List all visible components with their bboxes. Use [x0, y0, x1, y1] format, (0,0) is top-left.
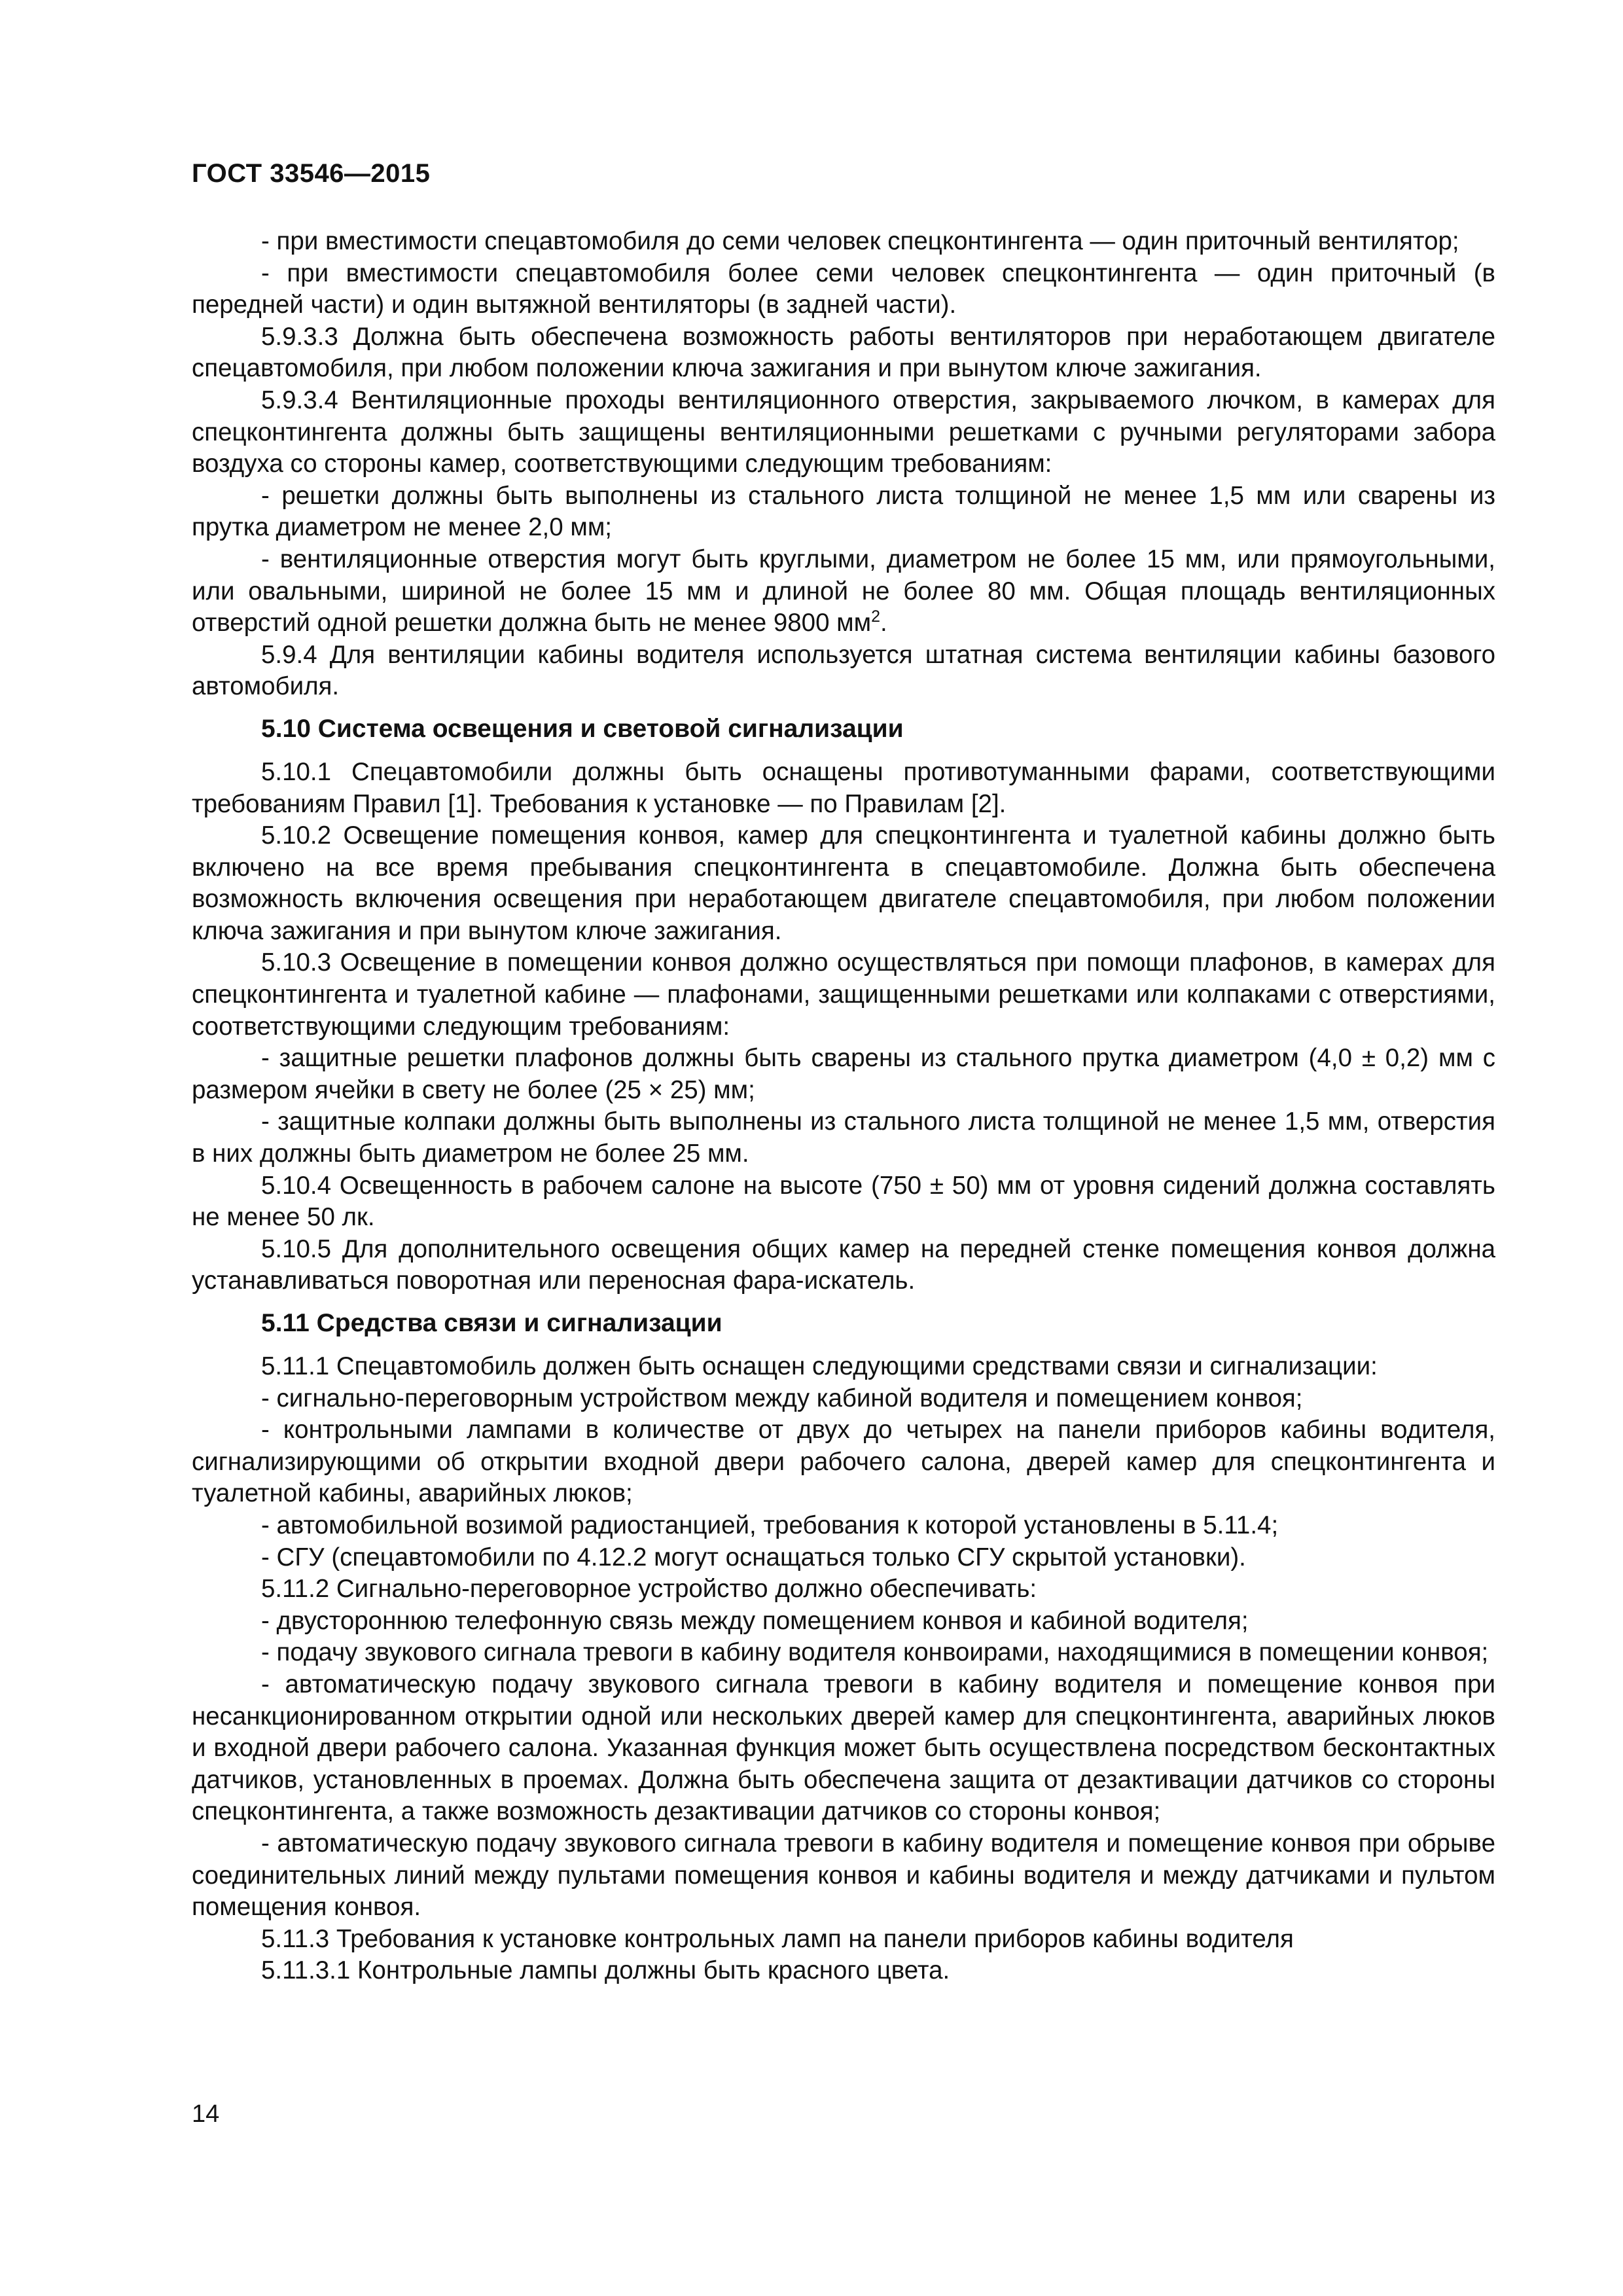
document-body	[192, 226, 1495, 1987]
paragraph-end: .	[880, 609, 887, 637]
paragraph: - автомобильной возимой радиостанцией, требования к которой установлены в 5.11.4;	[261, 1511, 1279, 1539]
paragraph: 5.10.3 Освещение в помещении конвоя должно осуществляться при помощи плафонов, в камерах для спецконтингента и туалетной кабине — плафонами, защищенными решетками или колпаками с отверстиями, соответствующими следующим требованиям:	[192, 948, 1495, 1041]
paragraph: 5.11.2 Сигнально-переговорное устройство должно обеспечивать:	[261, 1575, 1037, 1604]
paragraph: 5.9.4 Для вентиляции кабины водителя используется штатная система вентиляции кабины базового автомобиля.	[192, 640, 1495, 701]
paragraph: - контрольными лампами в количестве от двух до четырех на панели приборов кабины водителя, сигнализирующими об открытии входной двери рабочего салона, дверей камер для спецконтингента и туалетной кабины, аварийных люков;	[192, 1416, 1495, 1508]
paragraph: 5.10.1 Спецавтомобили должны быть оснащены противотуманными фарами, соответствующими требованиям Правил [1]. Требования к установке — по Правилам [2].	[192, 757, 1495, 818]
paragraph: 5.9.3.4 Вентиляционные проходы вентиляционного отверстия, закрываемого лючком, в камерах для спецконтингента должны быть защищены вентиляционными решетками с ручными регуляторами забора воздуха со стороны камер, соответствующими следующим требованиям:	[192, 386, 1495, 478]
paragraph: - при вместимости спецавтомобиля более семи человек спецконтингента — один приточный (в передней части) и один вытяжной вентиляторы (в задней части).	[192, 259, 1495, 319]
paragraph	[192, 544, 1495, 639]
paragraph: 5.10.2 Освещение помещения конвоя, камер для спецконтингента и туалетной кабины должно быть включено на все время пребывания спецконтингента в спецавтомобиле. Должна быть обеспечена возможность включения освещения при неработающем двигателе спецавтомобиля, при любом положении ключа зажигания и при вынутом ключе зажигания.	[192, 821, 1495, 945]
paragraph: 5.10.4 Освещенность в рабочем салоне на высоте (750 ± 50) мм от уровня сидений должна составлять не менее 50 лк.	[192, 1171, 1495, 1232]
paragraph: - сигнально-переговорным устройством между кабиной водителя и помещением конвоя;	[261, 1384, 1303, 1412]
paragraph: - при вместимости спецавтомобиля до семи человек спецконтингента — один приточный вентилятор;	[261, 227, 1459, 255]
superscript: 2	[871, 607, 881, 626]
section-heading: 5.10 Система освещения и световой сигнализации	[261, 714, 904, 743]
paragraph: - решетки должны быть выполнены из стального листа толщиной не менее 1,5 мм или сварены из прутка диаметром не менее 2,0 мм;	[192, 481, 1495, 542]
section-heading: 5.11 Средства связи и сигнализации	[261, 1309, 722, 1337]
paragraph: - защитные решетки плафонов должны быть сварены из стального прутка диаметром (4,0 ± 0,2) мм с размером ячейки в свету не более (25 × 25) мм;	[192, 1044, 1495, 1104]
paragraph: - автоматическую подачу звукового сигнала тревоги в кабину водителя и помещение конвоя при несанкционированном открытии одной или нескольких дверей камер для спецконтингента, аварийных люков и входной двери рабочего салона. Указанная функция может быть осуществлена посредством бесконтактных датчиков, установленных в проемах. Должна быть обеспечена защита от дезактивации датчиков со стороны спецконтингента, а также возможность дезактивации датчиков со стороны конвоя;	[192, 1670, 1495, 1826]
paragraph: - защитные колпаки должны быть выполнены из стального листа толщиной не менее 1,5 мм, отверстия в них должны быть диаметром не более 25 мм.	[192, 1107, 1495, 1168]
paragraph: - автоматическую подачу звукового сигнала тревоги в кабину водителя и помещение конвоя при обрыве соединительных линий между пультами помещения конвоя и кабины водителя и между датчиками и пультом помещения конвоя.	[192, 1829, 1495, 1922]
document-header: ГОСТ 33546—2015	[192, 159, 431, 188]
paragraph: - СГУ (спецавтомобили по 4.12.2 могут оснащаться только СГУ скрытой установки).	[261, 1543, 1246, 1571]
page-number: 14	[192, 2100, 220, 2128]
paragraph: 5.10.5 Для дополнительного освещения общих камер на передней стенке помещения конвоя должна устанавливаться поворотная или переносная фара-искатель.	[192, 1234, 1495, 1295]
paragraph: 5.9.3.3 Должна быть обеспечена возможность работы вентиляторов при неработающем двигателе спецавтомобиля, при любом положении ключа зажигания и при вынутом ключе зажигания.	[192, 322, 1495, 383]
paragraph: - двустороннюю телефонную связь между помещением конвоя и кабиной водителя;	[261, 1606, 1249, 1635]
paragraph: - подачу звукового сигнала тревоги в кабину водителя конвоирами, находящимися в помещении конвоя;	[261, 1638, 1489, 1667]
paragraph: 5.11.1 Спецавтомобиль должен быть оснащен следующими средствами связи и сигнализации:	[261, 1352, 1378, 1380]
paragraph-text: - вентиляционные отверстия могут быть круглыми, диаметром не более 15 мм, или прямоугольными, или овальными, шириной не более 15 мм и длиной не более 80 мм. Общая площадь вентиляционных отверстий одной решетки должна быть не менее 9800 мм	[192, 545, 1495, 637]
paragraph: 5.11.3.1 Контрольные лампы должны быть красного цвета.	[261, 1956, 950, 1985]
paragraph: 5.11.3 Требования к установке контрольных ламп на панели приборов кабины водителя	[261, 1924, 1294, 1953]
